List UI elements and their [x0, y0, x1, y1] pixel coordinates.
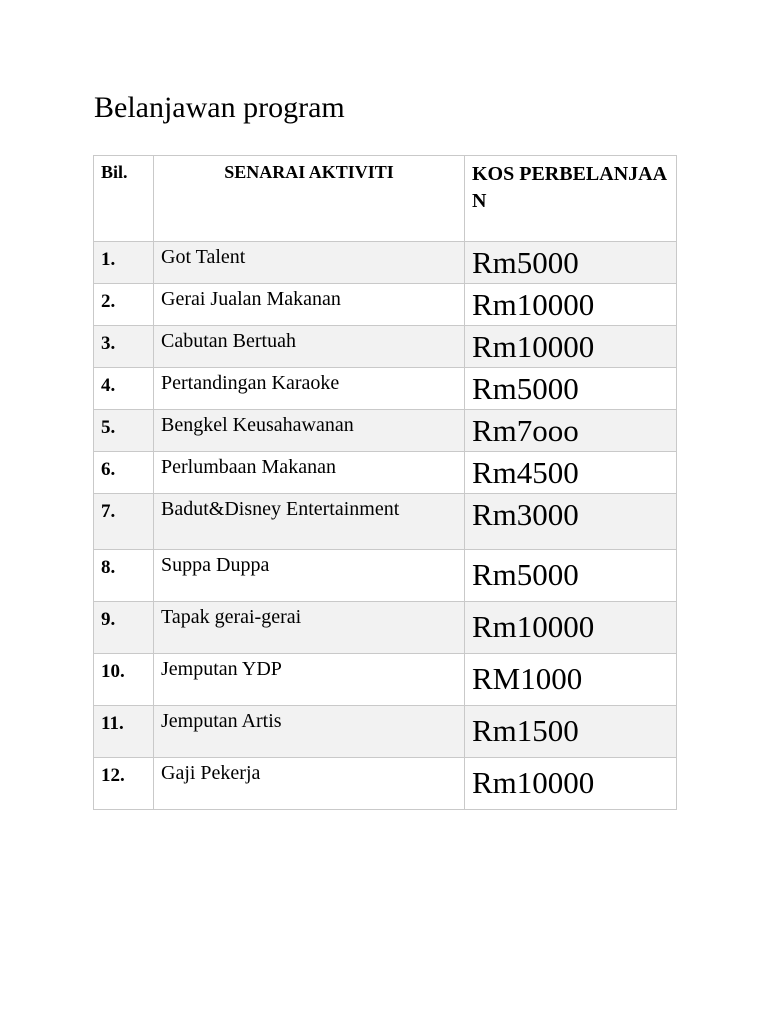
row-cost: Rm5000: [465, 242, 677, 284]
table-row: [94, 654, 677, 706]
row-number: 11.: [94, 706, 154, 758]
row-cost: RM1000: [465, 654, 677, 706]
row-activity: Got Talent: [154, 242, 465, 284]
row-activity: Perlumbaan Makanan: [154, 452, 465, 494]
row-cost: Rm4500: [465, 452, 677, 494]
row-activity: Cabutan Bertuah: [154, 326, 465, 368]
header-bil: Bil.: [94, 156, 154, 242]
row-number: 12.: [94, 758, 154, 810]
table-row: [94, 326, 677, 368]
row-number: 7.: [94, 494, 154, 550]
row-activity: Gaji Pekerja: [154, 758, 465, 810]
table-row: [94, 602, 677, 654]
row-activity: Bengkel Keusahawanan: [154, 410, 465, 452]
row-number: 1.: [94, 242, 154, 284]
table-row: [94, 242, 677, 284]
table-row: [94, 706, 677, 758]
row-cost: Rm10000: [465, 326, 677, 368]
row-activity: Jemputan YDP: [154, 654, 465, 706]
row-activity: Tapak gerai-gerai: [154, 602, 465, 654]
row-cost: Rm10000: [465, 602, 677, 654]
row-cost: Rm3000: [465, 494, 677, 550]
row-number: 10.: [94, 654, 154, 706]
row-cost: Rm5000: [465, 368, 677, 410]
row-activity: Suppa Duppa: [154, 550, 465, 602]
table-row: [94, 410, 677, 452]
row-cost: Rm7ooo: [465, 410, 677, 452]
row-cost: Rm10000: [465, 284, 677, 326]
table-row: [94, 758, 677, 810]
row-number: 3.: [94, 326, 154, 368]
row-activity: Gerai Jualan Makanan: [154, 284, 465, 326]
budget-table: [93, 155, 677, 810]
page-title: Belanjawan program: [94, 91, 345, 124]
table-row: [94, 284, 677, 326]
table-header-row: [94, 156, 677, 242]
table-row: [94, 550, 677, 602]
row-activity: Pertandingan Karaoke: [154, 368, 465, 410]
row-number: 8.: [94, 550, 154, 602]
table-row: [94, 368, 677, 410]
row-activity: Jemputan Artis: [154, 706, 465, 758]
row-number: 5.: [94, 410, 154, 452]
row-number: 6.: [94, 452, 154, 494]
row-cost: Rm10000: [465, 758, 677, 810]
row-number: 4.: [94, 368, 154, 410]
row-cost: Rm1500: [465, 706, 677, 758]
table-row: [94, 494, 677, 550]
row-number: 2.: [94, 284, 154, 326]
table-row: [94, 452, 677, 494]
row-activity: Badut&Disney Entertainment: [154, 494, 465, 550]
row-number: 9.: [94, 602, 154, 654]
header-cost: KOS PERBELANJAAN: [465, 156, 677, 242]
row-cost: Rm5000: [465, 550, 677, 602]
header-activity: SENARAI AKTIVITI: [154, 156, 465, 242]
